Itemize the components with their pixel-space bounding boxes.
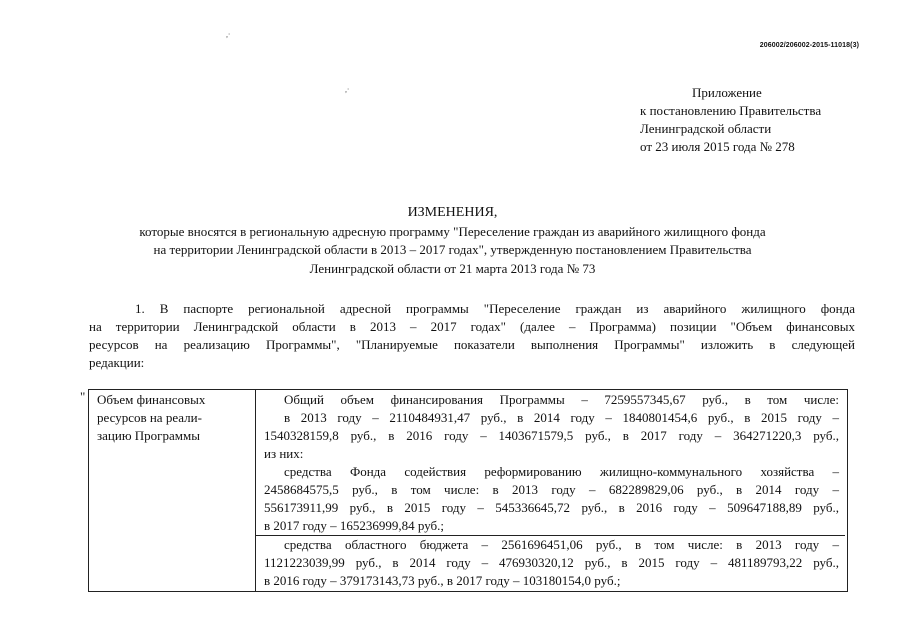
total-financing-block bbox=[256, 391, 845, 536]
heading-line: которые вносятся в региональную адресную программу "Переселение граждан из аварийного жилищного фонда bbox=[139, 223, 766, 239]
content-line: в 2017 году – 165236999,84 руб.; bbox=[264, 518, 445, 533]
heading-title: ИЗМЕНЕНИЯ, bbox=[407, 205, 498, 220]
content-line: 2458684575,5 руб., в том числе: в 2013 году – 682289829,06 руб., в 2014 году – bbox=[264, 482, 839, 497]
row-content-cell bbox=[256, 390, 848, 592]
appendix-line: к постановлению Правительства bbox=[640, 103, 822, 118]
heading-line: на территории Ленинградской области в 2013 – 2017 годах", утвержденную постановлением Правительства bbox=[153, 242, 752, 257]
open-quote: " bbox=[80, 389, 86, 404]
appendix-header bbox=[640, 84, 821, 156]
paragraph-line: ресурсов на реализацию Программы", "Планируемые показатели выполнения Программы" изложить в следующей bbox=[89, 337, 855, 352]
content-line: Общий объем финансирования Программы – 7259557345,67 руб., в том числе: bbox=[284, 392, 839, 407]
scan-mark: ,· bbox=[226, 30, 230, 39]
content-line: в 2013 году – 2110484931,47 руб., в 2014 году – 1840801454,6 руб., в 2015 году – bbox=[284, 410, 839, 425]
row-label-line: зацию Программы bbox=[97, 428, 200, 443]
paragraph-line: на территории Ленинградской области в 2013 – 2017 годах" (далее – Программа) позиции "Объем финансовых bbox=[89, 319, 855, 334]
row-label-line: ресурсов на реали- bbox=[97, 410, 202, 425]
row-label-line: Объем финансовых bbox=[97, 392, 206, 407]
document-id-stamp: 206002/206002-2015-11018(3) bbox=[759, 42, 859, 49]
appendix-date: от 23 июля 2015 года № 278 bbox=[640, 139, 795, 154]
row-label-cell bbox=[89, 390, 256, 592]
paragraph-line: редакции: bbox=[89, 355, 145, 370]
appendix-title: Приложение bbox=[692, 85, 762, 100]
content-line: 1121223039,99 руб., в 2014 году – 476930320,12 руб., в 2015 году – 481189793,22 руб., bbox=[264, 555, 839, 570]
content-line: в 2016 году – 379173143,73 руб., в 2017 году – 103180154,0 руб.; bbox=[264, 573, 621, 588]
paragraph-line: 1. В паспорте региональной адресной программы "Переселение граждан из аварийного жилищного фонда bbox=[135, 301, 855, 316]
content-line: из них: bbox=[264, 446, 304, 461]
content-line: средства Фонда содействия реформированию жилищно-коммунального хозяйства – bbox=[284, 464, 839, 479]
scan-mark: ,· bbox=[345, 85, 349, 94]
appendix-line: Ленинградской области bbox=[640, 121, 772, 136]
passport-table bbox=[88, 389, 848, 592]
regional-budget-block bbox=[264, 536, 839, 590]
content-line: средства областного бюджета – 2561696451,06 руб., в том числе: в 2013 году – bbox=[284, 537, 839, 552]
content-line: 556173911,99 руб., в 2015 году – 545336645,72 руб., в 2016 году – 509647188,89 руб., bbox=[264, 500, 839, 515]
table-row bbox=[89, 390, 848, 592]
paragraph-1 bbox=[89, 300, 855, 372]
content-line: 1540328159,8 руб., в 2016 году – 1403671579,5 руб., в 2017 году – 364271220,3 руб., bbox=[264, 428, 839, 443]
document-heading bbox=[0, 204, 905, 278]
heading-line: Ленинградской области от 21 марта 2013 года № 73 bbox=[309, 260, 596, 276]
